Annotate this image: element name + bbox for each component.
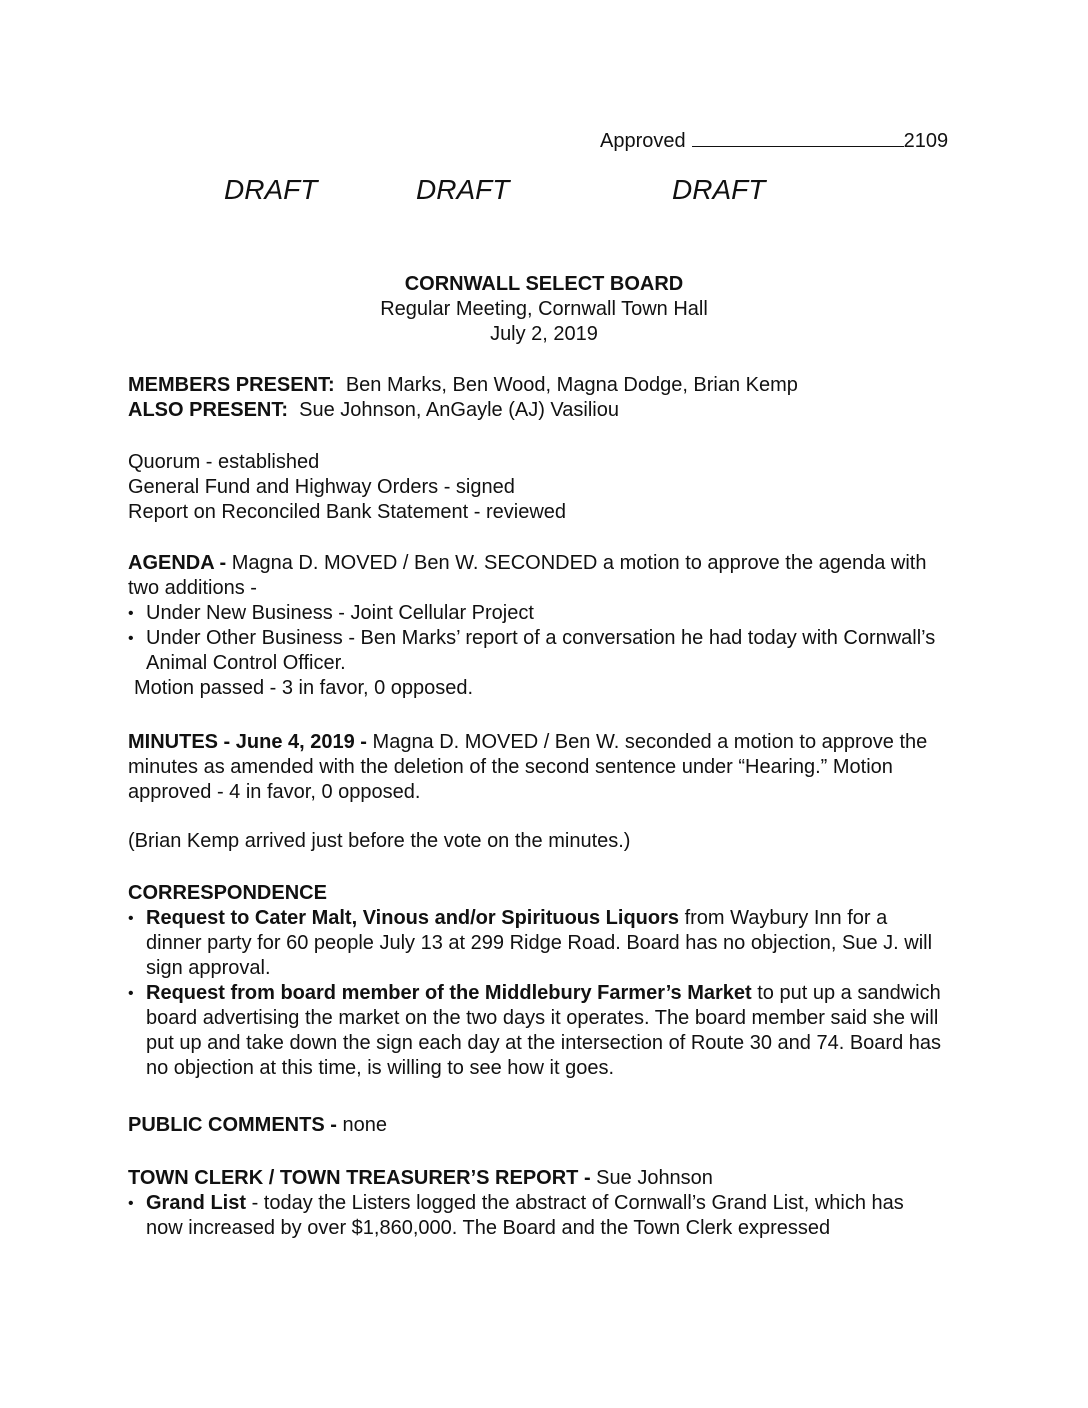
list-item <box>128 906 948 981</box>
correspondence-heading: CORRESPONDENCE <box>128 882 327 904</box>
correspondence-item-text: from Waybury Inn for a dinner party for 60 people July 13 at 299 Ridge Road. Board has no objection, Sue J. will sign approval. <box>146 907 933 979</box>
clerk-report-heading <box>128 1166 938 1191</box>
minutes-note: (Brian Kemp arrived just before the vote on the minutes.) <box>128 830 631 852</box>
preliminary-item: General Fund and Highway Orders - signed <box>128 476 515 498</box>
minutes-label: MINUTES - June 4, 2019 - <box>128 731 367 753</box>
list-item <box>128 981 948 1081</box>
approved-suffix: 2109 <box>903 130 949 152</box>
clerk-report-label: TOWN CLERK / TOWN TREASURER’S REPORT - <box>128 1167 591 1189</box>
preliminary-item: Quorum - established <box>128 451 320 473</box>
public-comments-section <box>128 1113 968 1138</box>
agenda-motion-result: Motion passed - 3 in favor, 0 opposed. <box>134 677 474 699</box>
minutes-section <box>128 730 968 805</box>
minutes-text: Magna D. MOVED / Ben W. seconded a motion to approve the minutes as amended with the deletion of the second sentence under “Hearing.” Motion approved - 4 in favor, 0 opposed. <box>128 731 928 803</box>
agenda-additions-list <box>128 601 948 676</box>
also-present-names: Sue Johnson, AnGayle (AJ) Vasiliou <box>299 399 619 421</box>
attendance-section <box>128 373 968 423</box>
list-item: • Under Other Business - Ben Marks’ report of a conversation he had today with Cornwall’s Animal Control Officer. <box>128 626 948 676</box>
agenda-text: Magna D. MOVED / Ben W. SECONDED a motion to approve the agenda with two additions - <box>128 552 927 599</box>
agenda-paragraph <box>128 551 948 601</box>
draft-mark: DRAFT <box>224 174 318 205</box>
document-title-block <box>0 272 1088 347</box>
correspondence-item-text: to put up a sandwich board advertising the market on the two days it operates. The board member said she will put up and take down the sign each day at the intersection of Route 30 and 74. Board has no objection at this time, is willing to see how it goes. <box>146 982 941 1079</box>
clerk-report-section <box>128 1166 938 1241</box>
members-present-names: Ben Marks, Ben Wood, Magna Dodge, Brian Kemp <box>345 374 798 396</box>
members-present-line <box>128 373 968 398</box>
meeting-subtitle: Regular Meeting, Cornwall Town Hall <box>380 298 708 320</box>
clerk-report-list <box>128 1191 938 1241</box>
agenda-label: AGENDA - <box>128 552 227 574</box>
list-item <box>128 1191 938 1241</box>
minutes-paragraph <box>128 730 968 805</box>
correspondence-section <box>128 881 948 1081</box>
clerk-report-item-title: Grand List <box>146 1192 247 1214</box>
members-present-label: MEMBERS PRESENT: <box>128 374 335 396</box>
draft-mark: DRAFT <box>672 174 766 205</box>
public-comments-label: PUBLIC COMMENTS - <box>128 1114 337 1136</box>
signature-blank <box>692 128 904 147</box>
correspondence-item-title: Request from board member of the Middlebury Farmer’s Market <box>146 982 752 1004</box>
agenda-section <box>128 551 948 701</box>
public-comments-line <box>128 1113 968 1138</box>
preliminaries-section <box>128 450 968 525</box>
correspondence-list <box>128 906 948 1081</box>
also-present-line <box>128 398 968 423</box>
approved-label: Approved <box>600 130 686 152</box>
board-title: CORNWALL SELECT BOARD <box>404 273 684 295</box>
also-present-label: ALSO PRESENT: <box>128 399 289 421</box>
list-item: • Under New Business - Joint Cellular Project <box>128 601 948 626</box>
correspondence-item-title: Request to Cater Malt, Vinous and/or Spirituous Liquors <box>146 907 680 929</box>
clerk-report-item-text: - today the Listers logged the abstract of Cornwall’s Grand List, which has now increased by over $1,860,000. The Board and the Town Clerk expressed <box>146 1192 904 1239</box>
preliminary-item: Report on Reconciled Bank Statement - reviewed <box>128 501 567 523</box>
draft-mark: DRAFT <box>416 174 510 205</box>
clerk-report-presenter: Sue Johnson <box>596 1167 713 1189</box>
public-comments-text: none <box>342 1114 387 1136</box>
approval-line <box>600 128 948 154</box>
meeting-date: July 2, 2019 <box>490 323 598 345</box>
